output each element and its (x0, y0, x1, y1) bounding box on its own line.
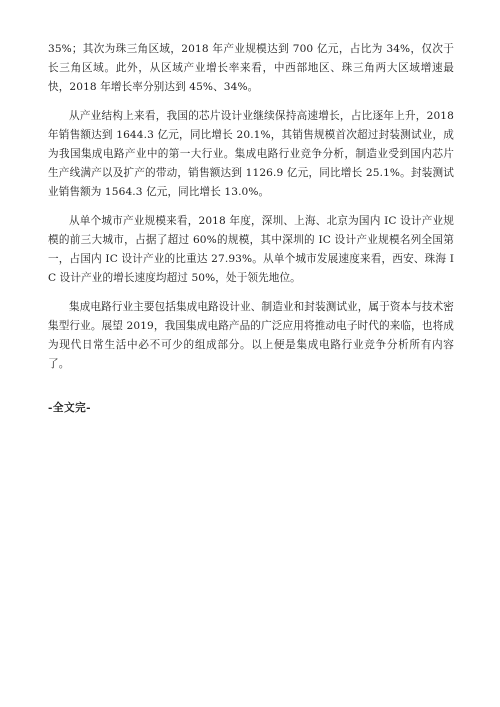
paragraph-city-scale: 从单个城市产业规模来看，2018 年度，深圳、上海、北京为国内 IC 设计产业规模的前三大城市，占据了超过 60%的规模，其中深圳的 IC 设计产业规模名列全国第一，占国内 IC 设计产业的比重达 27.93%。从单个城市发展速度来看，西安、珠海 IC 设计产业的增长速度均超过 50%，处于领先地位。 (48, 215, 454, 284)
document-page (48, 40, 454, 415)
paragraph-region-growth: 35%；其次为珠三角区域，2018 年产业规模达到 700 亿元，占比为 34%，仅次于长三角区域。此外，从区域产业增长率来看，中西部地区、珠三角两大区域增速最快，2018 年增长率分别达到 45%、34%。 (48, 43, 454, 93)
paragraph-outlook: 集成电路行业主要包括集成电路设计业、制造业和封装测试业，属于资本与技术密集型行业。展望 2019，我国集成电路产品的广泛应用将推动电子时代的来临，也将成为现代日常生活中必不可少的组成部分。以上便是集成电路行业竞争分析所有内容了。 (48, 301, 454, 370)
paragraph-industry-structure: 从产业结构上来看，我国的芯片设计业继续保持高速增长，占比逐年上升，2018 年销售额达到 1644.3 亿元，同比增长 20.1%，其销售规模首次超过封装测试业，成为我国集成电路产业中的第一大行业。集成电路行业竞争分析，制造业受到国内芯片生产线满产以及扩产的带动，销售额达到 1126.9 亿元，同比增长 25.1%。封装测试业销售额为 1564.3 亿元，同比增长 13.0%。 (48, 110, 454, 198)
end-of-text-mark: -全文完- (48, 402, 92, 414)
